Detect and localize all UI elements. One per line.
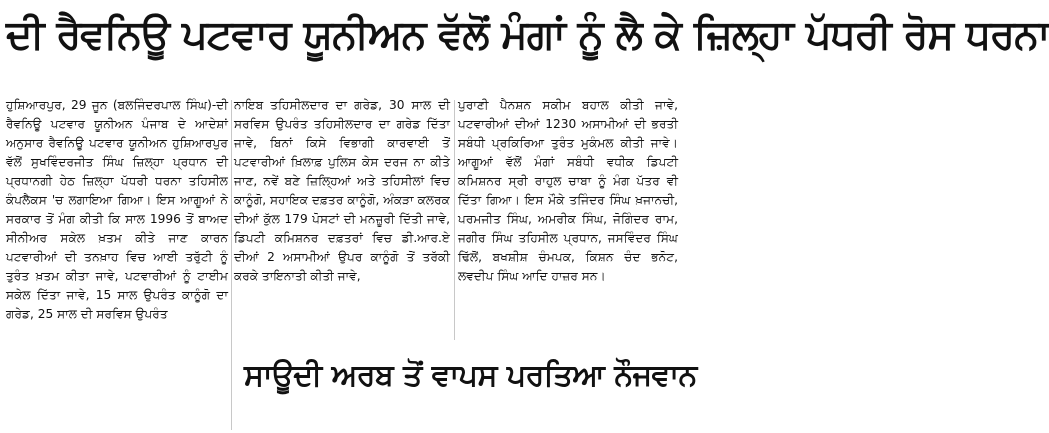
article-column-3: ਪੁਰਾਣੀ ਪੈਨਸ਼ਨ ਸਕੀਮ ਬਹਾਲ ਕੀਤੀ ਜਾਵੇ, ਪਟਵਾਰੀਆਂ ਦੀਆਂ 1230 ਅਸਾਮੀਆਂ ਦੀ ਭਰਤੀ ਸਬੰਧੀ ਪ੍ਰਕਿਰਿਆ ਤੁਰੰਤ ਮੁਕੰਮਲ ਕੀਤੀ ਜਾਵੇ। ਆਗੂਆਂ ਵੱਲੋਂ ਮੰਗਾਂ ਸਬੰਧੀ ਵਧੀਕ ਡਿਪਟੀ ਕਮਿਸ਼ਨਰ ਸ੍ਰੀ ਰਾਹੁਲ ਚਾਬਾ ਨੂੰ ਮੰਗ ਪੱਤਰ ਵੀ ਦਿੱਤਾ ਗਿਆ। ਇਸ ਮੌਕੇ ਤਜਿੰਦਰ ਸਿੰਘ ਖ਼ਜਾਨਚੀ, ਪਰਮਜੀਤ ਸਿੰਘ, ਅਮਰੀਕ ਸਿੰਘ, ਜੋਗਿੰਦਰ ਰਾਮ, ਜਗੀਰ ਸਿੰਘ ਤਹਿਸੀਲ ਪ੍ਰਧਾਨ, ਜਸਵਿੰਦਰ ਸਿੰਘ ਢਿੱਲੋਂ, ਬਖਸ਼ੀਸ਼ ਚੰਮਪਕ, ਕਿਸ਼ਨ ਚੰਦ ਭਨੋਟ, ਲਵਦੀਪ ਸਿੰਘ ਆਦਿ ਹਾਜ਼ਰ ਸਨ।: [458, 98, 678, 283]
article-column-2: ਨਾਇਬ ਤਹਿਸੀਲਦਾਰ ਦਾ ਗਰੇਡ, 30 ਸਾਲ ਦੀ ਸਰਵਿਸ ਉਪਰੰਤ ਤਹਿਸੀਲਦਾਰ ਦਾ ਗਰੇਡ ਦਿੱਤਾ ਜਾਵੇ, ਬਿਨਾਂ ਕਿਸੇ ਵਿਭਾਗੀ ਕਾਰਵਾਈ ਤੋਂ ਪਟਵਾਰੀਆਂ ਖ਼ਿਲਾਫ਼ ਪੁਲਿਸ ਕੇਸ ਦਰਜ ਨਾ ਕੀਤੇ ਜਾਣ, ਨਵੇਂ ਬਣੇ ਜ਼ਿਲ੍ਹਿਆਂ ਅਤੇ ਤਹਿਸੀਲਾਂ ਵਿਚ ਕਾਨੂੰਗੋ, ਸਹਾਇਕ ਦਫ਼ਤਰ ਕਾਨੂੰਗੋ, ਅੰਕੜਾ ਕਲਰਕ ਦੀਆਂ ਕੁੱਲ 179 ਪੋਸਟਾਂ ਦੀ ਮਨਜ਼ੂਰੀ ਦਿੱਤੀ ਜਾਵੇ, ਡਿਪਟੀ ਕਮਿਸ਼ਨਰ ਦਫ਼ਤਰਾਂ ਵਿਚ ਡੀ.ਆਰ.ਏ ਦੀਆਂ 2 ਅਸਾਮੀਆਂ ਉਪਰ ਕਾਨੂੰਗੋ ਤੋਂ ਤਰੱਕੀ ਕਰਕੇ ਤਾਇਨਾਤੀ ਕੀਤੀ ਜਾਵੇ,: [234, 98, 450, 283]
article-column-1: ਹੁਸ਼ਿਆਰਪੁਰ, 29 ਜੂਨ (ਬਲਜਿੰਦਰਪਾਲ ਸਿੰਘ)-ਦੀ ਰੈਵਨਿਊ ਪਟਵਾਰ ਯੂਨੀਅਨ ਪੰਜਾਬ ਦੇ ਆਦੇਸ਼ਾਂ ਅਨੁਸਾਰ ਰੈਵਨਿਊ ਪਟਵਾਰ ਯੂਨੀਅਨ ਹੁਸ਼ਿਆਰਪੁਰ ਵੱਲੋਂ ਸੁਖਵਿੰਦਰਜੀਤ ਸਿੰਘ ਜ਼ਿਲ੍ਹਾ ਪ੍ਰਧਾਨ ਦੀ ਪ੍ਰਧਾਨਗੀ ਹੇਠ ਜ਼ਿਲ੍ਹਾ ਪੱਧਰੀ ਧਰਨਾ ਤਹਿਸੀਲ ਕੰਪਲੈਕਸ 'ਚ ਲਗਾਇਆ ਗਿਆ। ਇਸ ਆਗੂਆਂ ਨੇ ਸਰਕਾਰ ਤੋਂ ਮੰਗ ਕੀਤੀ ਕਿ ਸਾਲ 1996 ਤੋਂ ਬਾਅਦ ਸੀਨੀਅਰ ਸਕੇਲ ਖ਼ਤਮ ਕੀਤੇ ਜਾਣ ਕਾਰਨ ਪਟਵਾਰੀਆਂ ਦੀ ਤਨਖ਼ਾਹ ਵਿਚ ਆਈ ਤਰੁੱਟੀ ਨੂੰ ਤੁਰੰਤ ਖ਼ਤਮ ਕੀਤਾ ਜਾਵੇ, ਪਟਵਾਰੀਆਂ ਨੂੰ ਟਾਈਮ ਸਕੇਲ ਦਿੱਤਾ ਜਾਵੇ, 15 ਸਾਲ ਉਪਰੰਤ ਕਾਨੂੰਗੋ ਦਾ ਗਰੇਡ, 25 ਸਾਲ ਦੀ ਸਰਵਿਸ ਉਪਰੰਤ: [6, 98, 228, 321]
article-headline: ਦੀ ਰੈਵਨਿਊ ਪਟਵਾਰ ਯੂਨੀਅਨ ਵੱਲੋਂ ਮੰਗਾਂ ਨੂੰ ਲੈ ਕੇ ਜ਼ਿਲ੍ਹਾ ਪੱਧਰੀ ਰੋਸ ਧਰਨਾ: [6, 12, 1049, 58]
column-divider: [231, 100, 232, 430]
next-article-headline: ਸਾਊਦੀ ਅਰਬ ਤੋਂ ਵਾਪਸ ਪਰਤਿਆ ਨੌਜਵਾਨ: [244, 358, 697, 393]
column-divider: [454, 100, 455, 340]
